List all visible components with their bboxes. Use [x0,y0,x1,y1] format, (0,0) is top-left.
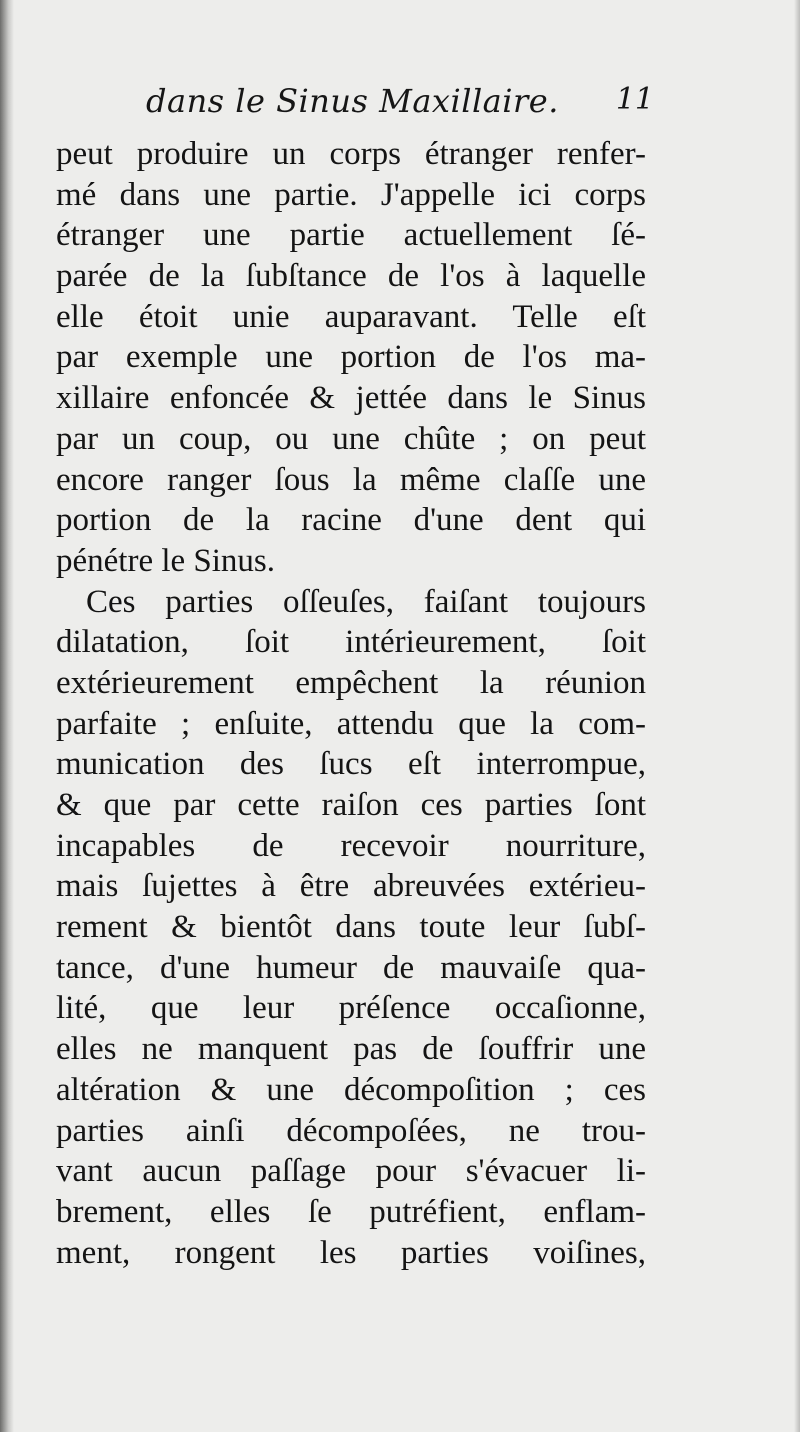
running-head: dans le Sinus Maxillaire. [146,82,559,120]
text-line: elle étoit unie auparavant. Telle eſt [56,298,646,335]
text-line: parée de la ſubſtance de l'os à laquelle [56,258,646,295]
text-line: tance, d'une humeur de mauvaiſe qua- [56,949,646,986]
text-line: altération & une décompoſition ; ces [56,1071,646,1108]
page-gutter-shadow [0,0,14,1432]
text-line: vant aucun paſſage pour s'évacuer li- [56,1153,646,1190]
text-line: & que par cette raiſon ces parties ſont [56,787,646,823]
text-line: portion de la racine d'une dent qui [56,502,646,539]
body-text [56,134,646,1273]
text-line: parties ainſi décompoſées, ne trou- [56,1112,646,1149]
text-line: pénétre le Sinus. [56,542,276,579]
text-line: mé dans une partie. J'appelle ici corps [56,176,646,213]
page-number: 11 [615,82,654,117]
text-line: mais ſujettes à être abreuvées extérieu- [56,868,646,905]
text-line: incapables de recevoir nourriture, [56,827,646,864]
text-line: étranger une partie actuellement ſé- [56,217,646,254]
text-line: extérieurement empêchent la réunion [56,664,646,701]
page-header [56,82,654,126]
text-line: encore ranger ſous la même claſſe une [56,461,646,498]
text-line: par exemple une portion de l'os ma- [56,339,646,376]
text-line: dilatation, ſoit intérieurement, ſoit [56,624,646,661]
text-line: munication des ſucs eſt interrompue, [56,746,646,783]
text-line: par un coup, ou une chûte ; on peut [56,420,646,457]
text-line: elles ne manquent pas de ſouffrir une [56,1031,646,1068]
text-line: peut produire un corps étranger renfer- [56,136,646,172]
page-edge [794,0,800,1432]
text-line: xillaire enfoncée & jettée dans le Sinus [56,380,646,417]
text-line: rement & bientôt dans toute leur ſubſ- [56,909,646,946]
text-line: ment, rongent les parties voiſines, [56,1234,646,1271]
text-line: brement, elles ſe putréfient, enflam- [56,1193,646,1230]
paragraph-start-line: Ces parties oſſeuſes, faiſant toujours [86,583,646,620]
text-line: lité, que leur préſence occaſionne, [56,990,646,1027]
text-line: parfaite ; enſuite, attendu que la com- [56,705,646,742]
